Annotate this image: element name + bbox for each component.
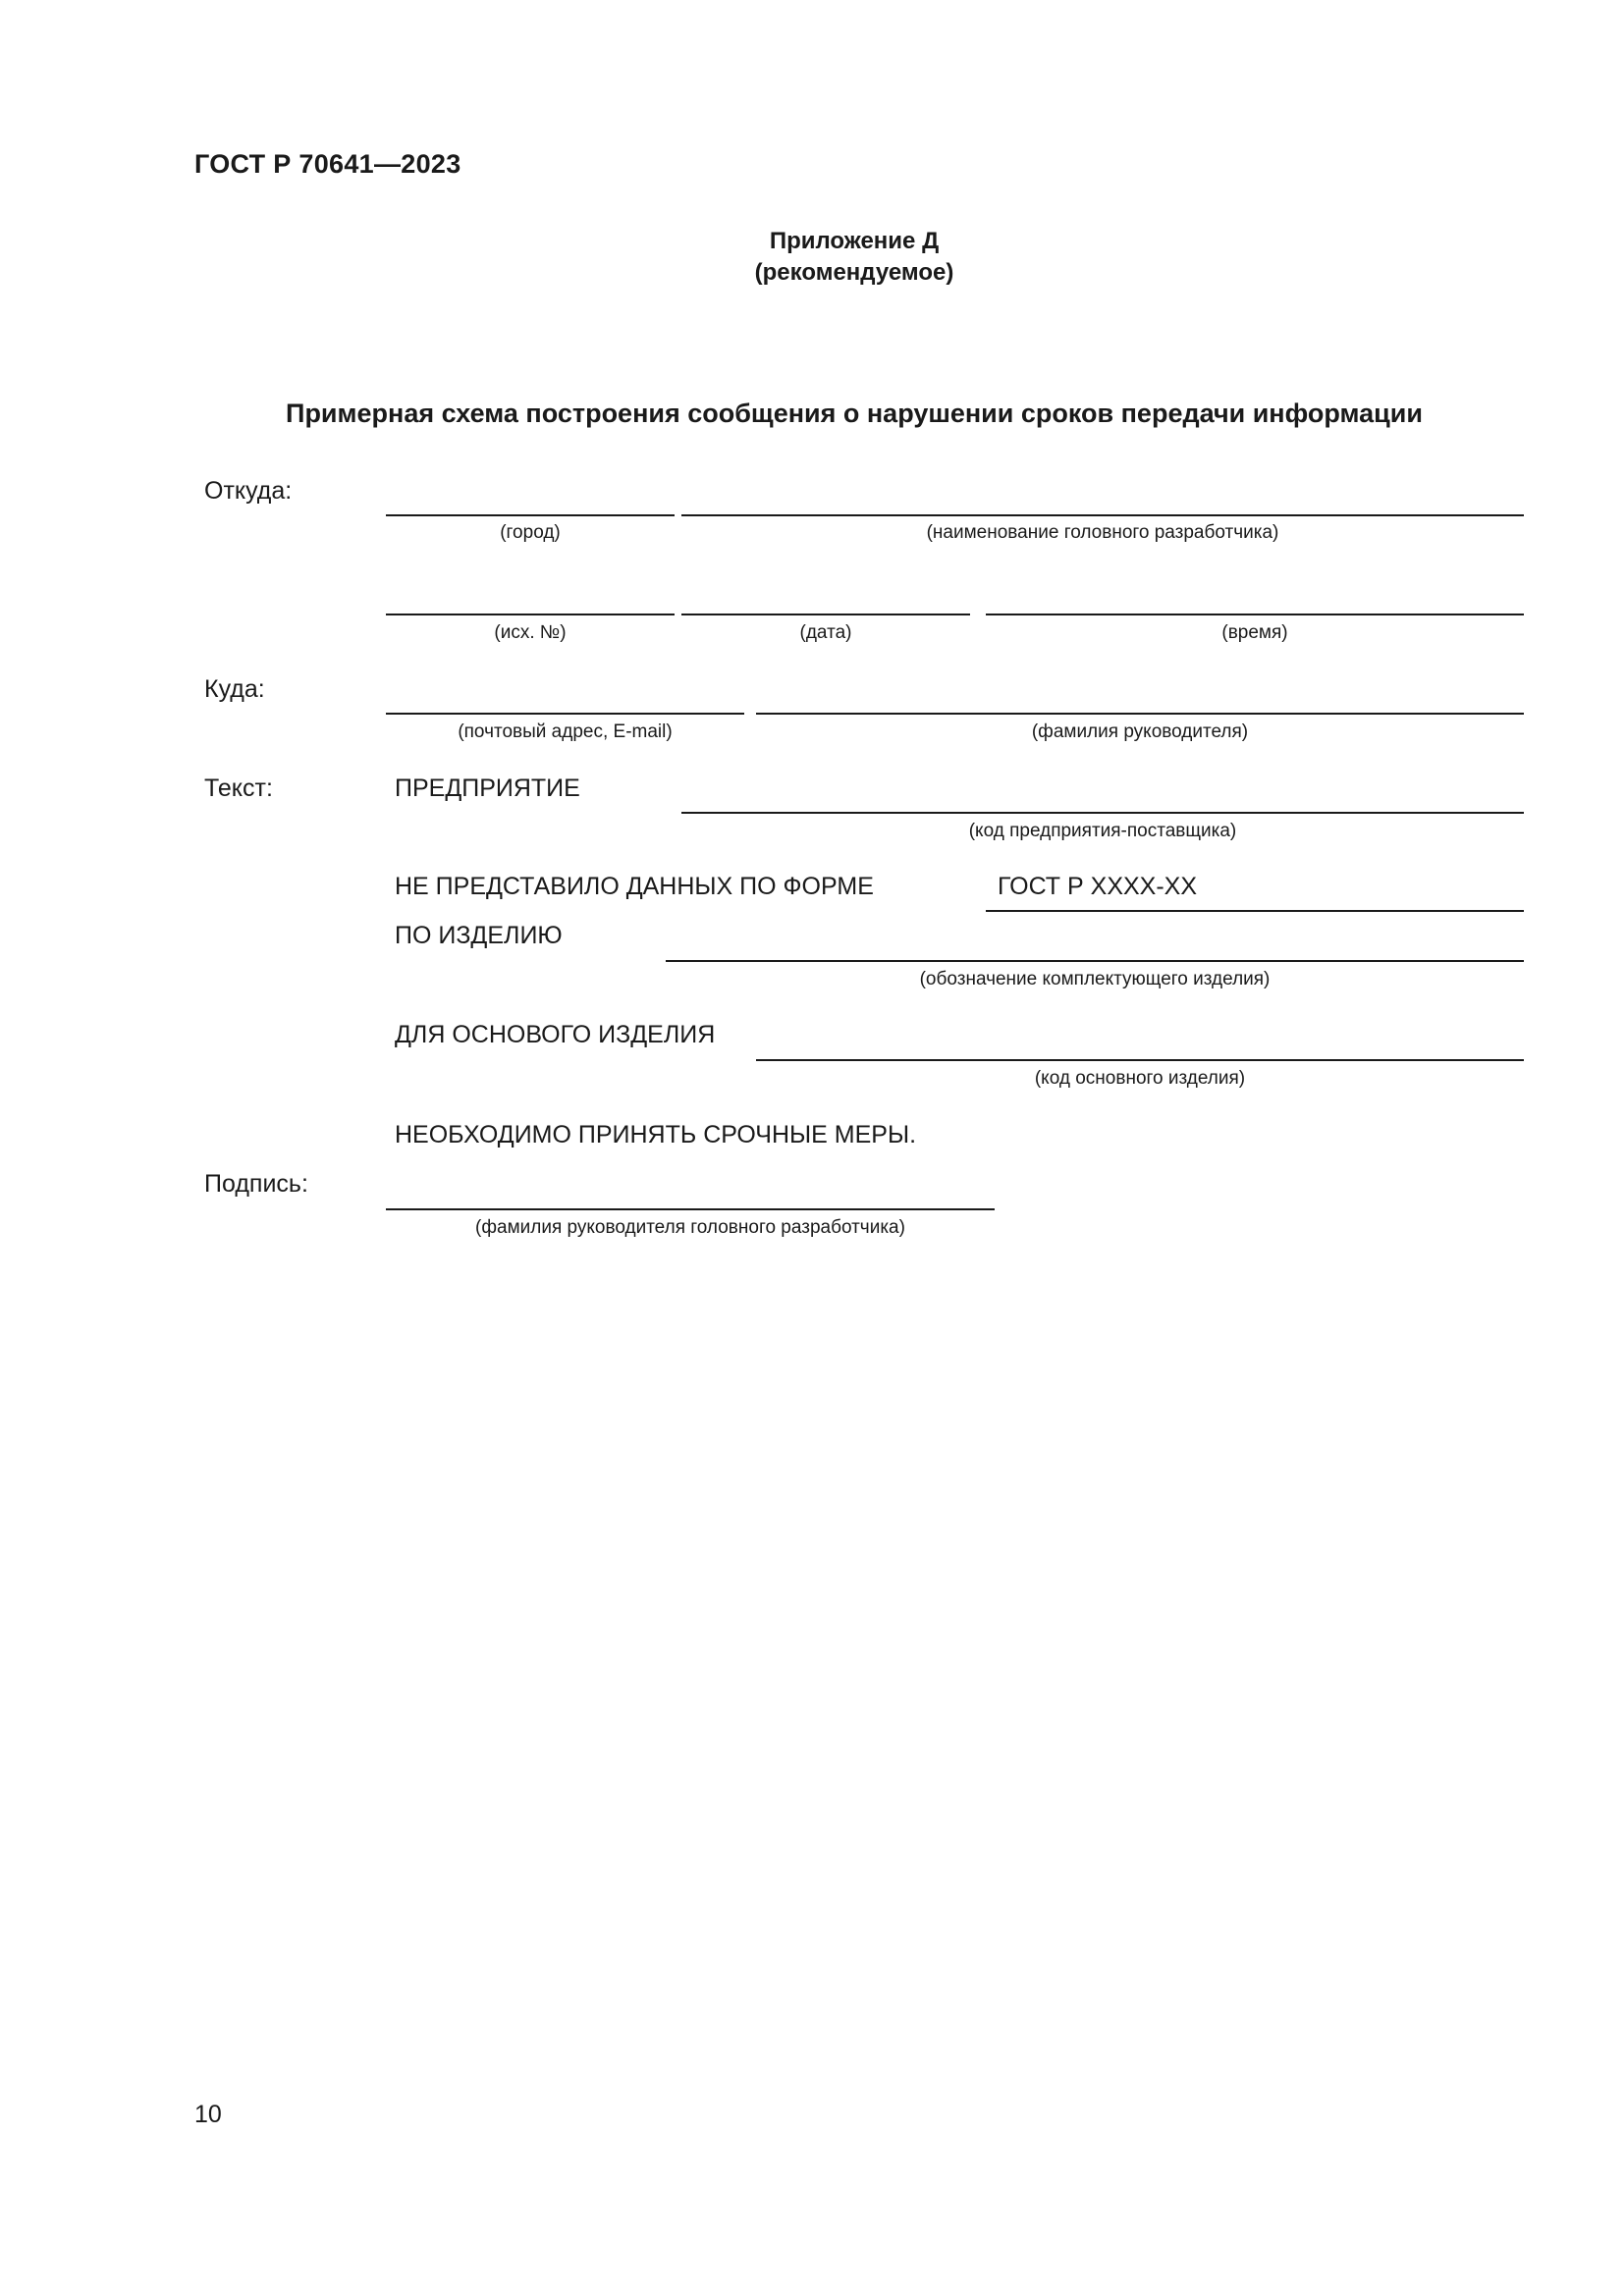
page-number: 10 bbox=[194, 2101, 222, 2128]
standard-header: ГОСТ Р 70641—2023 bbox=[194, 149, 461, 179]
main-item-text: ДЛЯ ОСНОВОГО ИЗДЕЛИЯ bbox=[395, 1021, 716, 1048]
enterprise-caption: (код предприятия-поставщика) bbox=[968, 821, 1237, 841]
form-field[interactable] bbox=[986, 910, 1524, 912]
time-field[interactable] bbox=[986, 614, 1524, 615]
appendix-title: Приложение Д bbox=[769, 228, 940, 254]
document-title: Примерная схема построения сообщения о нарушении сроков передачи информации bbox=[286, 399, 1423, 428]
city-caption: (город) bbox=[500, 522, 561, 543]
signature-caption: (фамилия руководителя головного разработчика) bbox=[475, 1217, 905, 1238]
appendix-status: (рекомендуемое) bbox=[754, 259, 954, 286]
item-field[interactable] bbox=[666, 960, 1524, 962]
from-label: Откуда: bbox=[204, 477, 293, 505]
main-item-field[interactable] bbox=[756, 1059, 1524, 1061]
date-field[interactable] bbox=[681, 614, 970, 615]
address-field[interactable] bbox=[386, 713, 744, 715]
developer-field[interactable] bbox=[681, 514, 1524, 516]
form-value: ГОСТ Р ХХХХ-ХХ bbox=[998, 873, 1198, 900]
date-caption: (дата) bbox=[799, 622, 852, 643]
city-field[interactable] bbox=[386, 514, 675, 516]
not-provided-text: НЕ ПРЕДСТАВИЛО ДАННЫХ ПО ФОРМЕ bbox=[395, 873, 874, 900]
signature-label: Подпись: bbox=[204, 1170, 308, 1198]
manager-caption: (фамилия руководителя) bbox=[1031, 721, 1249, 742]
out-number-caption: (исх. №) bbox=[494, 622, 567, 643]
out-number-field[interactable] bbox=[386, 614, 675, 615]
developer-caption: (наименование головного разработчика) bbox=[926, 522, 1279, 543]
item-caption: (обозначение комплектующего изделия) bbox=[919, 969, 1271, 989]
manager-field[interactable] bbox=[756, 713, 1524, 715]
address-caption: (почтовый адрес, E-mail) bbox=[458, 721, 673, 742]
time-caption: (время) bbox=[1221, 622, 1288, 643]
by-item-text: ПО ИЗДЕЛИЮ bbox=[395, 922, 563, 949]
urgent-text: НЕОБХОДИМО ПРИНЯТЬ СРОЧНЫЕ МЕРЫ. bbox=[395, 1121, 917, 1148]
text-label: Текст: bbox=[204, 774, 273, 802]
main-item-caption: (код основного изделия) bbox=[1034, 1068, 1246, 1089]
signature-field[interactable] bbox=[386, 1208, 995, 1210]
enterprise-text: ПРЕДПРИЯТИЕ bbox=[395, 774, 580, 802]
enterprise-code-field[interactable] bbox=[681, 812, 1524, 814]
to-label: Куда: bbox=[204, 675, 265, 703]
